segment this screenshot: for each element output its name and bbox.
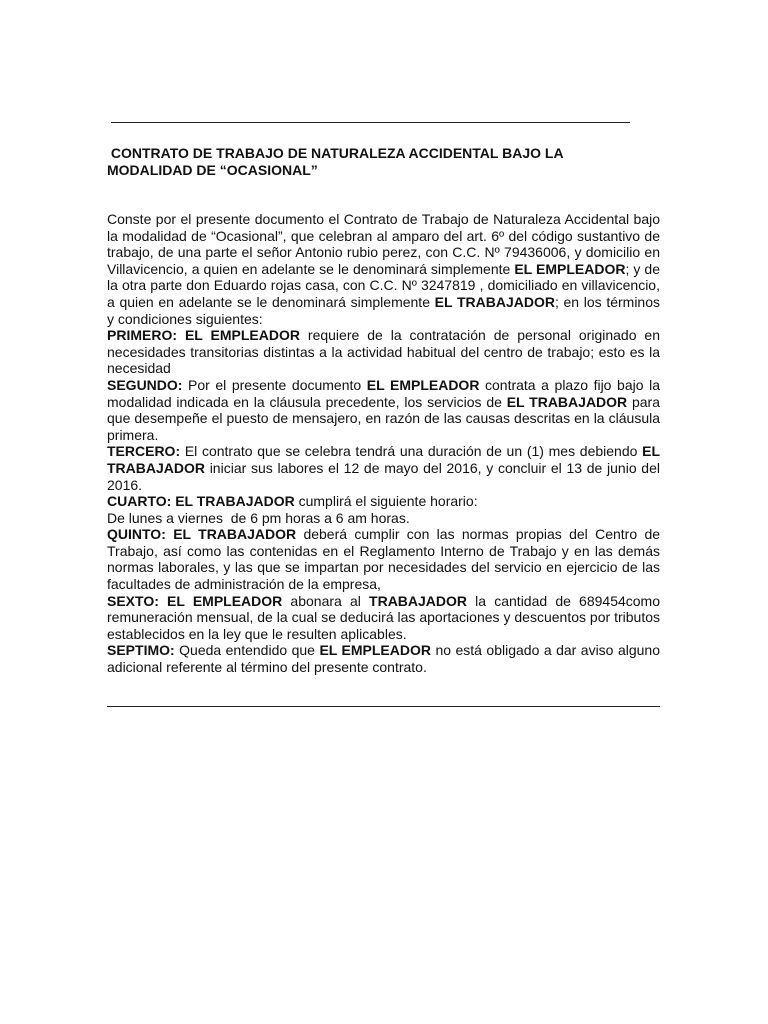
- clause-tercero-label: TERCERO:: [107, 443, 181, 460]
- clause-tercero: [107, 443, 660, 493]
- clause-septimo-label: SEPTIMO:: [107, 642, 175, 659]
- clause-segundo: [107, 377, 660, 443]
- top-rule: [111, 122, 630, 123]
- clause-primero-bold: EL EMPLEADOR: [184, 327, 300, 344]
- clause-primero-label: PRIMERO:: [107, 327, 177, 344]
- clause-segundo-text-1: Por el presente documento: [182, 376, 367, 393]
- clause-sexto-text-2: la cantidad de 689454como remuneración mensual, de la cual se deducirá las aportaciones y descuentos por tributos establecidos en la ley que le resulten aplicables.: [107, 592, 660, 642]
- title-line-2: MODALIDAD DE “OCASIONAL”: [107, 162, 318, 178]
- clause-segundo-label: SEGUNDO:: [107, 376, 183, 393]
- clause-segundo-text-3: para que desempeñe el puesto de mensajero, en razón de las causas descritas en la cláusula primera.: [107, 393, 660, 443]
- clause-quinto-text: deberá cumplir con las normas propias del Centro de Trabajo, así como las contenidas en el Reglamento Interno de Trabajo y en las demás normas laborales, y las que se impartan por necesidades del servicio en ejercicio de las facultades de administración de la empresa,: [107, 526, 661, 593]
- clause-quinto: [107, 526, 660, 592]
- clause-septimo-text-2: no está obligado a dar aviso alguno adicional referente al término del presente contrato.: [107, 642, 660, 676]
- clause-cuarto-bold: EL TRABAJADOR: [175, 493, 295, 510]
- title-line-1: CONTRATO DE TRABAJO DE NATURALEZA ACCIDENTAL BAJO LA: [107, 145, 564, 161]
- clause-cuarto-schedule: De lunes a viernes de 6 pm horas a 6 am horas.: [107, 509, 410, 526]
- clause-primero: [107, 327, 660, 377]
- clause-tercero-text-1: El contrato que se celebra tendrá una duración de un (1) mes debiendo: [180, 443, 643, 460]
- intro-bold-1: EL EMPLEADOR: [514, 260, 626, 277]
- intro-text-2: ; y de la otra parte don Eduardo rojas casa, con C.C. Nº 3247819 , domiciliado en villavicencio, a quien en adelante se le denominará simplemente: [107, 260, 660, 310]
- clause-cuarto-text: cumplirá el siguiente horario:: [294, 493, 478, 510]
- clause-cuarto: [107, 493, 660, 510]
- clause-quinto-label: QUINTO:: [107, 526, 166, 543]
- intro-paragraph: [107, 211, 660, 327]
- clause-septimo: [107, 642, 660, 675]
- intro-text-1: Conste por el presente documento el Contrato de Trabajo de Naturaleza Accidental bajo la modalidad de “Ocasional”, que celebran al amparo del art. 6º del código sustantivo de trabajo, de una parte el señor Antonio rubio perez, con C.C. Nº 79436006, y domicilio en Villavicencio, a quien en adelante se le denominará simplemente: [107, 211, 660, 277]
- intro-bold-2: EL TRABAJADOR: [434, 293, 555, 310]
- clause-segundo-bold-2: EL TRABAJADOR: [506, 393, 628, 410]
- clause-tercero-text-2: iniciar sus labores el 12 de mayo del 2016, y concluir el 13 de junio del 2016.: [107, 459, 660, 493]
- clause-segundo-bold-1: EL EMPLEADOR: [366, 376, 480, 393]
- clause-cuarto-label: CUARTO:: [107, 493, 172, 510]
- clause-septimo-text-1: Queda entendido que: [174, 642, 320, 659]
- clause-tercero-bold: EL TRABAJADOR: [107, 443, 660, 476]
- document-title: [107, 145, 667, 179]
- contract-body: [107, 211, 660, 676]
- bottom-rule: [107, 706, 660, 707]
- clause-sexto-bold-2: TRABAJADOR: [369, 592, 468, 609]
- clause-quinto-bold: EL TRABAJADOR: [173, 526, 297, 543]
- clause-sexto-text-1: abonara al: [282, 592, 370, 609]
- clause-primero-text: requiere de la contratación de personal originado en necesidades transitorias distintas a la actividad habitual del centro de trabajo; esto es la necesidad: [107, 327, 660, 377]
- clause-sexto-label: SEXTO:: [107, 592, 159, 609]
- clause-sexto: [107, 593, 660, 643]
- clause-segundo-text-2: contrata a plazo fijo bajo la modalidad indicada en la cláusula precedente, los servicios de: [107, 376, 660, 410]
- clause-septimo-bold: EL EMPLEADOR: [319, 642, 431, 659]
- clause-sexto-bold-1: EL EMPLEADOR: [167, 592, 283, 609]
- intro-text-3: ; en los términos y condiciones siguientes:: [107, 293, 661, 327]
